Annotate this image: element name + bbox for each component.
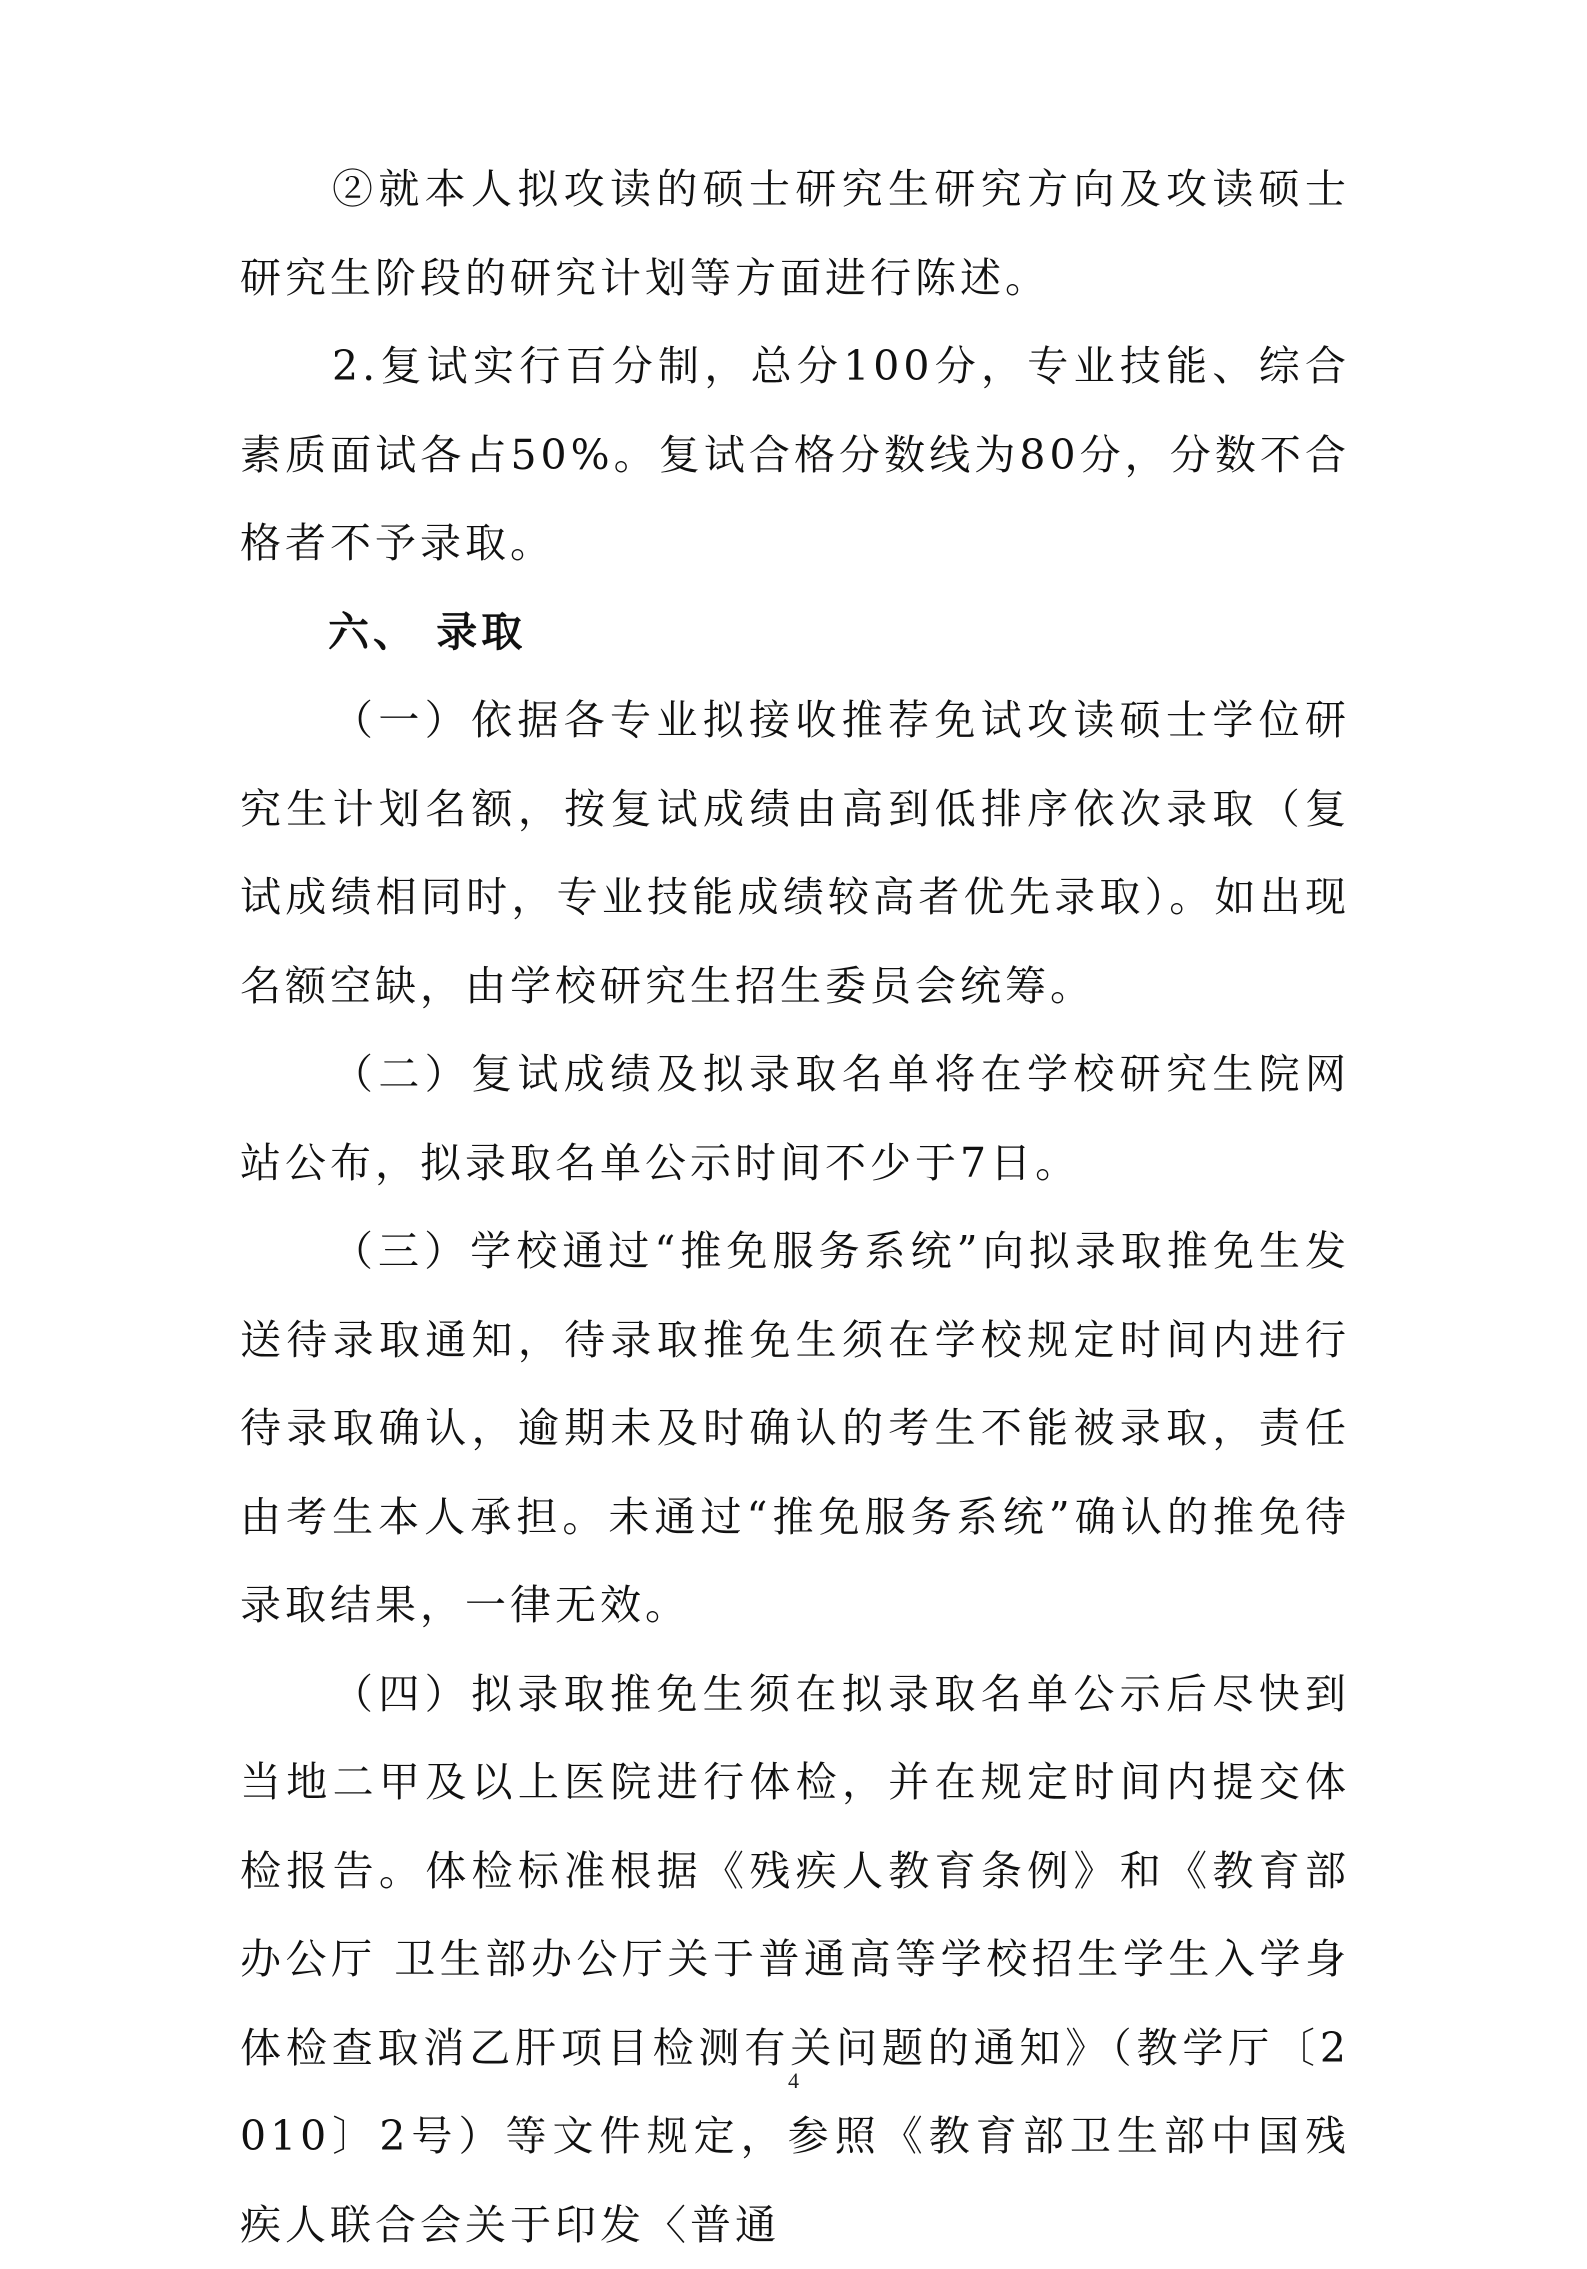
paragraph-statement: ②就本人拟攻读的硕士研究生研究方向及攻读硕士研究生阶段的研究计划等方面进行陈述。 xyxy=(240,145,1350,322)
paragraph-admission-4: （四）拟录取推免生须在拟录取名单公示后尽快到当地二甲及以上医院进行体检，并在规定时间内提交体检报告。体检标准根据《残疾人教育条例》和《教育部办公厅 卫生部办公厅关于普通高等学校招生学生入学身体检查取消乙肝项目检测有关问题的通知》（教学厅〔2010〕2号）等文件规定，参照《教育部卫生部中国残疾人联合会关于印发〈普通 xyxy=(240,1650,1350,2269)
section-heading-admission: 六、 录取 xyxy=(240,588,1350,677)
page-number: 4 xyxy=(0,2068,1587,2094)
paragraph-scoring: 2.复试实行百分制，总分100分，专业技能、综合素质面试各占50%。复试合格分数线为80分，分数不合格者不予录取。 xyxy=(240,322,1350,588)
document-body xyxy=(240,145,1350,2269)
paragraph-admission-1: （一）依据各专业拟接收推荐免试攻读硕士学位研究生计划名额，按复试成绩由高到低排序依次录取（复试成绩相同时，专业技能成绩较高者优先录取）。如出现名额空缺，由学校研究生招生委员会统筹。 xyxy=(240,676,1350,1030)
paragraph-admission-2: （二）复试成绩及拟录取名单将在学校研究生院网站公布，拟录取名单公示时间不少于7日。 xyxy=(240,1030,1350,1207)
paragraph-admission-3: （三）学校通过“推免服务系统”向拟录取推免生发送待录取通知，待录取推免生须在学校规定时间内进行待录取确认，逾期未及时确认的考生不能被录取，责任由考生本人承担。未通过“推免服务系统”确认的推免待录取结果，一律无效。 xyxy=(240,1207,1350,1650)
